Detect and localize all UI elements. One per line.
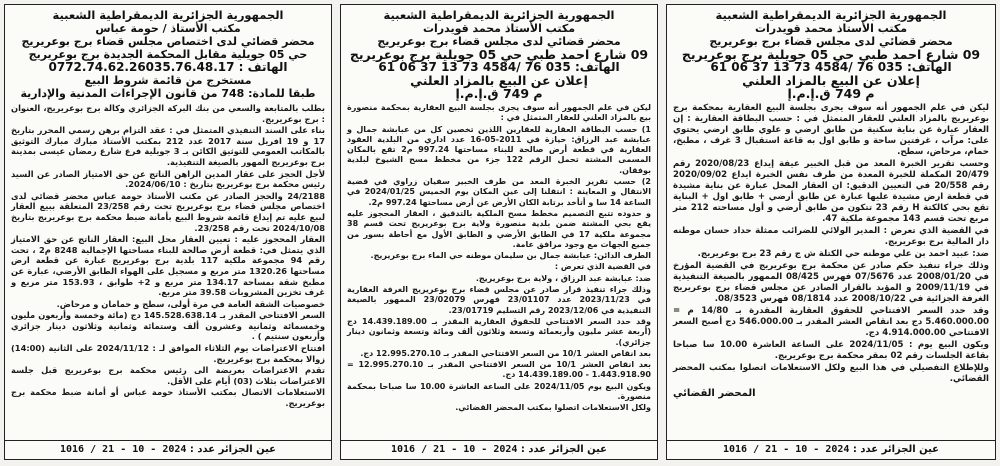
paragraph: 1) حسب البطاقة العقارية للعقارين اللذين تخصين كل من عبابشة جمال و عبابشة عبد الرزاق: حيازة في 2011-05-16 عدد اداري من البلدية العقود العقارية في قطعة أرض صالحة للبناء مساحتها 997.24 م2 تقع بالمكان المسمى المشتة تحمل الرقم 122 جزء من مخطط مسح الشيوخ لبلدية بوفقان. [347, 124, 652, 175]
paragraph: لأجل الحجز على عقار المدين الراهن الناتج عن حق الامتياز الصادر عن السيد رئيس محكمة برج بوعريريج بتاريخ : 2024/06/10. [11, 168, 325, 190]
footer [341, 440, 657, 459]
paragraph: ليكن في علم الجمهور أنه سوف يجرى بجلسة البيع العقارية بمحكمة برج بوعريريج بالمزاد العلني للعقار المتمثل في : حسب البطاقة العقارية : إن العقار عبارة عن بناية سكنية من طابق ارضي و علوي طابق ارضي يحتوي على: مرآب ، غرفتين ساحة و طابق اول به قاعة استقبال 3 غرف ، مطبخ، حمام، مرحاض، سطح. [673, 103, 989, 157]
phone: الهاتف: 035 76 /4584 73 13 37 06 61 [710, 60, 952, 74]
paragraph: 24/2188 والحجز الصادر عن مكتب الأستاذ حومة عباس محضر قضائي لدى اختصاص مجلس قضاء برج بوعريريج تحت رقم 23/258 المتعلقة ببيع العقار لبيع عليه تم إيداع قائمة شروط البيع بأمانة ضبط محكمة برج بوعريريج بتاريخ 2024/10/08 تحت رقم 23/258. [11, 190, 325, 233]
paragraph: تقدم الاعتراضات بعريضة الى رئيس محكمة برج بوعريريج قبل جلسة الاعتراضات بثلاث (03) أيام على الأقل. [11, 365, 325, 386]
paragraph: ولكل الاستعلامات اتصلوا بمكتب المحضر القضائي. [455, 403, 651, 413]
bailiff-title: محضر قضائي لدى مجلس قضاء برج بوعريريج [377, 35, 621, 48]
notice-header [347, 9, 651, 100]
paragraph: بناء على السند التنفيذي المتمثل في : عقد التزام برهن رسمي المحرر بتاريخ 17 و 19 افريل سنة 2017 عدد 212 بمكتب الأستاذ مبارك مبارك التوثيق بالمكاتب العمومي للتوثيق الكائن بـ 3 جويلية فرع شارع رمضان عيسى بمدينة برج بوعريريج المهور بالصيغة التنفيذية. [11, 125, 326, 167]
republic-title: الجمهورية الجزائرية الديمقراطية الشعبية [715, 8, 947, 22]
phone: الهاتف: 035 76 /4584 73 13 37 06 61 [378, 60, 620, 74]
paragraph: بعد انقاص العشر 10/1 من السعر الافتتاحي المقدر بـ 12.995.270.10 = 1.443.918.90 - 14.439.189.00 دج. [347, 360, 651, 380]
footer-label: عين الجزائر عدد : [189, 444, 277, 455]
paragraph: وقد حدد السعر الافتتاحي للحقوق العقارية المقدر بـ 14.439.189.00 دج (أربعة عشر مليون وأربعمائة وتسعة وثلاثون ألف ومائة وتسعة وثمانون دينار جزائري). [347, 316, 652, 347]
auction-title: مستخرج من قائمة شروط البيع [84, 74, 252, 87]
paragraph: بطلب بالمتابعة والسعي من بنك البركة الجزائري وكالة برج بوعريريج، العنوان : برج بوعريريج. [11, 103, 325, 124]
paragraph: بعد انقاص العشر 10/1 من السعر الافتتاحي المقدر بـ 12.995.270.10 دج. [360, 348, 651, 358]
paragraph: ويكون البيع يوم 2024/11/05 على الساعة العاشرة 10.00 سا صباحا بمحكمة منصورة. [347, 381, 652, 402]
republic-title: الجمهورية الجزائرية الديمقراطية الشعبية [383, 8, 615, 22]
address: 09 شارع احمد طبي حي 05 جويلية برج بوعريريج [681, 47, 981, 62]
paragraph: و حدوده تتبع التصميم مخطط مسح الملكية بالتدقيق ، العقار المحجوز عليه يقع بحي المشتة ضمن بلدية منصورة ولاية برج بوعريريج تحت قسم 38 مجموعة ملكية 17 في الطابق الأرضي و الطابق الأول مع أحاطة بسور من جميع الجهات مع وجود مرافق عامة. [347, 208, 651, 249]
notice-header [673, 9, 989, 100]
bailiff-title: محضر قضائي لدى مجلس قضاء برج بوعريريج [709, 35, 953, 48]
legal-article: م 749 ق.إ.م.إ [455, 86, 543, 101]
signature-label: المحضر القضائي [673, 388, 756, 399]
paragraph: وذلك جراء تنفيذ حكم صادر عن محكمة برج بوعريريج في القضية المؤرخ في 2008/01/20 عدد 07/5676 فهرس 08/425 الممهور بالصيغة التنفيذية في 2009/11/19 و المؤيد بالقرار الصادر عن مجلس قضاء برج بوعريريج الغرفة الجزائية في 2008/10/22 عدد 08/1814 فهرس 08/3523. [673, 261, 989, 304]
address: 09 شارع احمد طبي حي 05 جويلية برج بوعريريج [349, 47, 649, 62]
paragraph: ضد: عبابشة عبد الرزاق ، ولاية برج بوعريريج. [475, 273, 651, 283]
office-name: مكتب الأستاذ محمد قويدرات [422, 22, 576, 35]
paragraph: افتتاح الاعتراضات يوم الثلاثاء الموافق لـ : 2024/11/12 على الثانية (14:00) زوالا بمحكمة برج بوعريريج. [11, 343, 326, 364]
notice-houma-abbas [4, 4, 332, 460]
paragraph: في القضية الذي تعرض : [554, 262, 651, 272]
paragraph: وقد حدد السعر الافتتاحي للحقوق العقارية المقدرة بـ 14/80 م = 5.460.000.00 دج بعد انقاص العشر المقدر بـ 546.000.00 دج أصبح السعر الافتتاحي 4.914.000.00 دج. [673, 306, 989, 338]
bailiff-title: محضر قضائي لدى اختصاص مجلس قضاء برج بوعريريج [21, 35, 315, 48]
footer-issue: 1016 / 21 - 10 - 2024 [722, 444, 850, 455]
office-name: مكتب الأستاذ محمد قويدرات [754, 22, 908, 35]
footer-label: عين الجزائر عدد : [520, 444, 608, 455]
paragraph: العقار المحجوز عليه : تعيين العقار محل البيع: العقار الناتج عن حق الامتياز الذي يتمثل في: قطعة أرض صالحة للبناء مساحتها الإجمالية 8248 م2 ، تحت رقم 94 مجموعة ملكية 117 بلدية برج بوعريريج عبارة عن قطعة ارض مساحتها 1320.26 متر مربع و مسجيل على الهواء الطابق الأرضي، عبارة عن مطبخ شقة بمساحة 134.17 متر مربع و 2+ طوابق ، 153.93 متر مربع و غرف تخزين المشروبات 39.58 متر مربع. [11, 234, 325, 298]
paragraph: وللإطلاع التفصيلي في هذا البيع ولكل الاستعلامات اتصلوا بمكتب المحضر القضائي. [673, 363, 989, 384]
notice-gouidrat-1 [666, 4, 996, 460]
paragraph: 2) حسب تقرير الخبرة المعد من طرف الخبير سفيان زراوي في قضية الانتقال و المعاينة : انتقلنا إلى عين المكان يوم الخميس 2024/01/25 في الساعة 14 سا و أتأخد برتابة الكان الأرض عن أرض مساحتها 997.24 م2. [347, 177, 651, 207]
notice-gouidrat-2 [340, 4, 658, 460]
auction-title: إعلان عن البيع بالمزاد العلني [742, 73, 920, 88]
paragraph: الطرف الدائن: عبابشة جمال بن سليمان موطنه حي الماء برج بوعريريج. [370, 251, 651, 261]
office-name: مكتب الأستاذ / حومة عباس [95, 22, 241, 35]
notice-body [347, 103, 651, 414]
legal-article: م 749 ق.إ.م.إ [787, 86, 875, 101]
footer [5, 440, 331, 459]
paragraph: وذلك جراء تنفيذ قرار صادر عن مجلس قضاء برج بوعريريج الغرفة العقارية في 2023/11/23 عدد 23/01107 فهرس 23/02079 الممهور بالصيغة التنفيذية في 2023/12/06 رقم التسليم 23/01719. [347, 285, 651, 315]
auction-title: إعلان عن البيع بالمزاد العلني [410, 73, 588, 88]
footer-label: عين الجزائر عدد : [852, 444, 940, 455]
footer [667, 440, 995, 459]
notice-body [673, 103, 989, 385]
paragraph: ويكون البيع يوم : 2024/11/05 على الساعة العاشرة 10.00 سا صباحا بقاعة الجلسات رقم 02 بمقر محكمة برج بوعريريج. [673, 340, 989, 361]
paragraph: خصوصيات الشقة العامة في مرة أولى، سطح و حمامان و مرحاض. [56, 298, 325, 309]
paragraph: في القضية الذي تعرض : المدير الولائي للضرائب ممثلة حداد حسان موطنه دار المالية برج بوعريريج. [673, 226, 989, 247]
notice-body [11, 103, 325, 409]
paragraph: وحسب تقرير الخبرة المعد من قبل الخبير عيفة إيداع 2020/08/23 رقم 20/479 المكملة للخبرة المعدة من طرف نفس الخبرة ايداع 2020/09/02 رقم 20/558 في التعيين الدقيق: ان العقار المحل عبارة عن بناية مشيدة في قطعة ارض مشيدة عليها عبارة عن طابق أرضي + طابق اول + البناية تقع بحي كالكتة H رقم 23 تتكون من طابق أرضي و أول مساحته 212 متر مربع تحت قسم 143 مجموعة ملكية 47. [673, 159, 990, 224]
footer-issue: 1016 / 21 - 10 - 2024 [59, 444, 187, 455]
paragraph: ليكن في علم الجمهور أنه سوف يجرى بجلسة البيع العقارية بمحكمة منصورة بيع بالمزاد العلني للعقار المتمثل في : [347, 103, 651, 123]
phone: الهاتف : 0772.74.62.26035.76.48.17 [48, 60, 288, 74]
address: حي 05 جويلية مقابل المحكمة الجديدة برج بوعريريج [28, 48, 308, 61]
paragraph: الاستعلامات الاتصال بمكتب الأستاذ حومة عباس أو أمانة ضبط محكمة برج بوعريريج. [11, 387, 325, 409]
footer-issue: 1016 / 21 - 10 - 2024 [390, 444, 518, 455]
paragraph: ضد: عبيد احمد بن علي موطنه حي الكتلة ش ج رقم 23 برج بوعريريج. [697, 249, 989, 259]
legal-article: طبقا للمادة: 748 من قانون الإجراءات المدنية والإدارية [20, 87, 316, 100]
paragraph: السعر الافتتاحي المقدر بـ 145.528.638.14 دج (مائة وخمسة وأربعون مليون وخمسمائة وثمانية وعشرون ألف وستمائة وثمانية وثلاثون دينار جزائري وأربعون سنتيم ) . [11, 310, 325, 342]
notice-header [11, 9, 325, 100]
republic-title: الجمهورية الجزائرية الديمقراطية الشعبية [52, 8, 284, 22]
